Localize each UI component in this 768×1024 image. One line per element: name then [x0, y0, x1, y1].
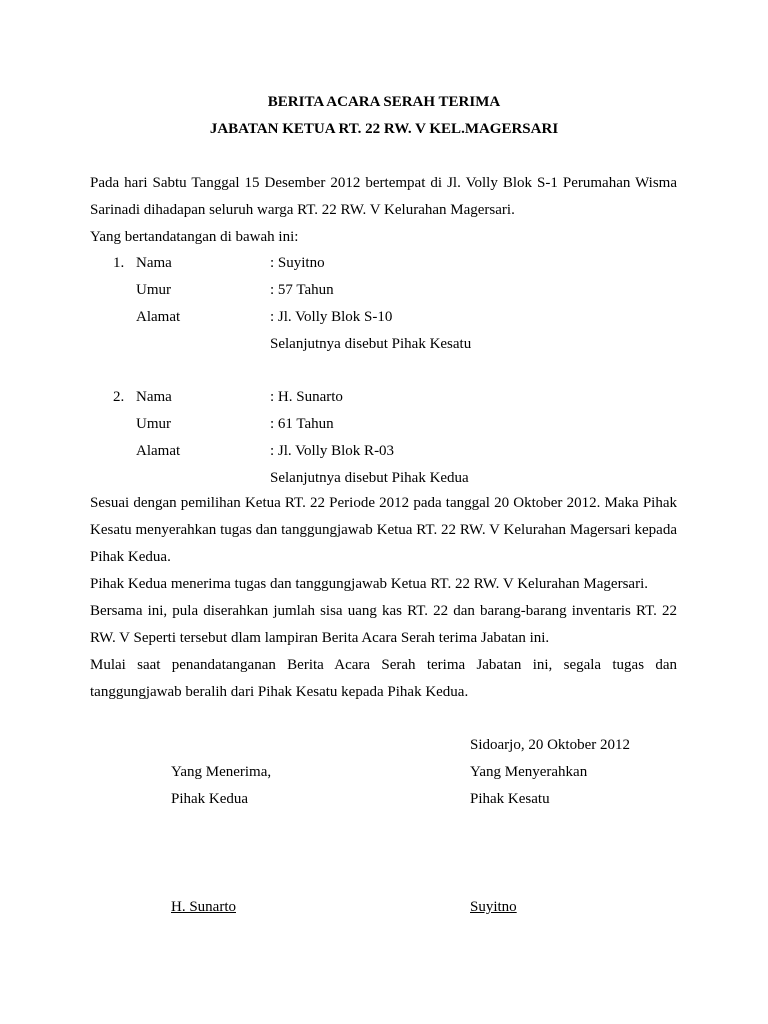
body-paragraph-3: Bersama ini, pula diserahkan jumlah sisa uang kas RT. 22 dan barang-barang inventaris RT. 22 RW. V Seperti tersebut dlam lampiran Berita Acara Serah terima Jabatan ini.	[90, 603, 677, 646]
party1-designation: Selanjutnya disebut Pihak Kesatu	[270, 336, 472, 352]
party1-number: 1.	[113, 255, 125, 271]
party2-name-label: Nama	[136, 389, 172, 405]
receiver-name: H. Sunarto	[171, 899, 236, 915]
party1-name-value: : Suyitno	[270, 255, 325, 271]
document-title: BERITA ACARA SERAH TERIMA	[267, 94, 501, 110]
signatories-intro: Yang bertandatangan di bawah ini:	[90, 229, 299, 245]
receiver-label: Yang Menerima,	[171, 764, 272, 780]
body-section	[90, 490, 677, 706]
body-paragraph-2: Pihak Kedua menerima tugas dan tanggungjawab Ketua RT. 22 RW. V Kelurahan Magersari.	[90, 576, 648, 592]
intro-section	[90, 170, 677, 251]
party2-address-value: : Jl. Volly Blok R-03	[270, 443, 395, 459]
document-subtitle: JABATAN KETUA RT. 22 RW. V KEL.MAGERSARI	[209, 121, 559, 137]
party1-age-label: Umur	[136, 282, 171, 298]
receiver-role: Pihak Kedua	[171, 791, 249, 807]
giver-role: Pihak Kesatu	[470, 791, 550, 807]
party1-age-value: : 57 Tahun	[270, 282, 334, 298]
place-date: Sidoarjo, 20 Oktober 2012	[470, 737, 630, 753]
party1-address-value: : Jl. Volly Blok S-10	[270, 309, 393, 325]
party2-designation: Selanjutnya disebut Pihak Kedua	[270, 470, 469, 486]
body-paragraph-4: Mulai saat penandatanganan Berita Acara Serah terima Jabatan ini, segala tugas dan tanggungjawab beralih dari Pihak Kesatu kepada Pihak Kedua.	[90, 657, 677, 700]
party2-number: 2.	[113, 389, 125, 405]
party1-address-label: Alamat	[136, 309, 181, 325]
intro-paragraph: Pada hari Sabtu Tanggal 15 Desember 2012 bertempat di Jl. Volly Blok S-1 Perumahan Wisma Sarinadi dihadapan seluruh warga RT. 22 RW. V Kelurahan Magersari.	[90, 175, 677, 218]
giver-label: Yang Menyerahkan	[470, 764, 588, 780]
party1-name-label: Nama	[136, 255, 172, 271]
party2-age-label: Umur	[136, 416, 171, 432]
giver-name: Suyitno	[470, 899, 517, 915]
party2-name-value: : H. Sunarto	[270, 389, 343, 405]
body-paragraph-1: Sesuai dengan pemilihan Ketua RT. 22 Periode 2012 pada tanggal 20 Oktober 2012. Maka Pihak Kesatu menyerahkan tugas dan tanggungjawab Ketua RT. 22 RW. V Kelurahan Magersari kepada Pihak Kedua.	[90, 495, 677, 565]
party2-address-label: Alamat	[136, 443, 181, 459]
party2-age-value: : 61 Tahun	[270, 416, 334, 432]
